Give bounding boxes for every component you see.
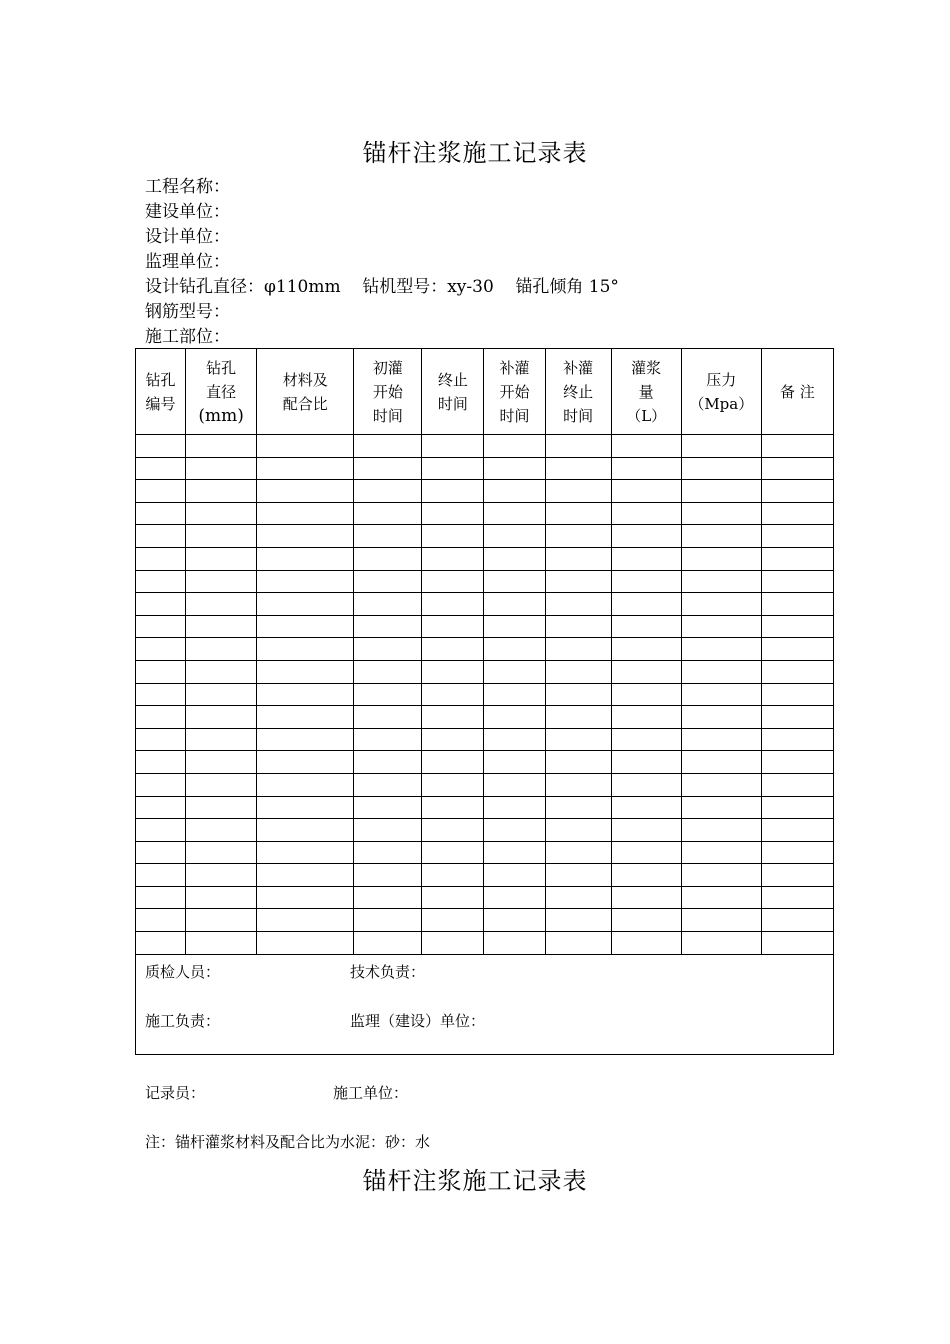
table-cell[interactable] (422, 841, 484, 864)
table-cell[interactable] (761, 593, 833, 616)
table-cell[interactable] (611, 841, 681, 864)
table-cell[interactable] (422, 751, 484, 774)
table-cell[interactable] (611, 909, 681, 932)
page-title-repeat: 锚杆注浆施工记录表 (362, 1167, 588, 1195)
table-cell[interactable] (761, 773, 833, 796)
table-cell[interactable] (136, 728, 186, 751)
table-cell[interactable] (545, 638, 611, 661)
table-cell[interactable] (354, 683, 422, 706)
table-cell[interactable] (611, 683, 681, 706)
table-cell[interactable] (354, 841, 422, 864)
table-cell[interactable] (681, 751, 761, 774)
material-ratio-note: 注：锚杆灌浆材料及配合比为水泥：砂：水 (145, 1133, 431, 1151)
table-cell[interactable] (354, 909, 422, 932)
table-cell[interactable] (422, 593, 484, 616)
info-supervision-unit: 监理单位： (145, 252, 230, 272)
table-cell[interactable] (681, 728, 761, 751)
table-cell[interactable] (545, 502, 611, 525)
table-cell[interactable] (354, 796, 422, 819)
table-cell[interactable] (761, 435, 833, 458)
table-cell[interactable] (257, 480, 354, 503)
table-cell[interactable] (186, 457, 257, 480)
table-cell[interactable] (186, 706, 257, 729)
table-cell[interactable] (484, 570, 545, 593)
table-cell[interactable] (761, 615, 833, 638)
info-drill-spec: 设计钻孔直径：φ110mm 钻机型号：xy-30 锚孔倾角 15° (145, 277, 619, 297)
table-cell[interactable] (136, 864, 186, 887)
table-cell[interactable] (136, 773, 186, 796)
table-row (136, 435, 834, 458)
table-cell[interactable] (545, 615, 611, 638)
table-row (136, 706, 834, 729)
table-cell[interactable] (681, 773, 761, 796)
table-cell[interactable] (136, 886, 186, 909)
table-cell[interactable] (681, 593, 761, 616)
signature-row (136, 954, 834, 1054)
table-cell[interactable] (545, 773, 611, 796)
table-cell[interactable] (611, 796, 681, 819)
table-cell[interactable] (681, 886, 761, 909)
table-cell[interactable] (611, 886, 681, 909)
table-cell[interactable] (681, 932, 761, 955)
table-cell[interactable] (186, 638, 257, 661)
table-cell[interactable] (136, 570, 186, 593)
table-cell[interactable] (257, 706, 354, 729)
table-cell[interactable] (761, 728, 833, 751)
table-cell[interactable] (484, 773, 545, 796)
table-cell[interactable] (681, 435, 761, 458)
table-row (136, 638, 834, 661)
table-cell[interactable] (354, 615, 422, 638)
table-cell[interactable] (611, 864, 681, 887)
table-cell[interactable] (681, 457, 761, 480)
table-cell[interactable] (354, 570, 422, 593)
table-cell[interactable] (186, 841, 257, 864)
table-cell[interactable] (761, 660, 833, 683)
table-cell[interactable] (422, 683, 484, 706)
table-cell[interactable] (422, 457, 484, 480)
table-cell[interactable] (186, 502, 257, 525)
table-cell[interactable] (354, 457, 422, 480)
table-cell[interactable] (484, 615, 545, 638)
table-cell[interactable] (761, 547, 833, 570)
table-cell[interactable] (545, 886, 611, 909)
header-material-ratio: 材料及 配合比 (257, 349, 354, 435)
table-row (136, 728, 834, 751)
table-cell[interactable] (681, 502, 761, 525)
table-row (136, 502, 834, 525)
table-cell[interactable] (257, 909, 354, 932)
table-cell[interactable] (761, 525, 833, 548)
table-cell[interactable] (681, 864, 761, 887)
table-cell[interactable] (761, 457, 833, 480)
table-cell[interactable] (611, 932, 681, 955)
table-cell[interactable] (136, 796, 186, 819)
table-cell[interactable] (257, 435, 354, 458)
table-cell[interactable] (761, 480, 833, 503)
info-owner-unit: 建设单位： (145, 202, 230, 222)
table-cell[interactable] (611, 570, 681, 593)
table-cell[interactable] (761, 502, 833, 525)
table-header-row (136, 349, 834, 435)
table-cell[interactable] (484, 706, 545, 729)
table-cell[interactable] (761, 683, 833, 706)
table-cell[interactable] (611, 502, 681, 525)
table-cell[interactable] (136, 660, 186, 683)
table-cell[interactable] (611, 706, 681, 729)
table-cell[interactable] (611, 773, 681, 796)
table-cell[interactable] (354, 932, 422, 955)
table-cell[interactable] (545, 909, 611, 932)
table-cell[interactable] (186, 819, 257, 842)
table-cell[interactable] (545, 751, 611, 774)
header-grout-volume: 灌浆 量 （L） (611, 349, 681, 435)
table-cell[interactable] (545, 841, 611, 864)
table-cell[interactable] (186, 547, 257, 570)
table-cell[interactable] (136, 593, 186, 616)
table-cell[interactable] (545, 480, 611, 503)
page-title: 锚杆注浆施工记录表 (362, 139, 588, 167)
table-cell[interactable] (681, 841, 761, 864)
table-cell[interactable] (761, 638, 833, 661)
table-row (136, 796, 834, 819)
table-cell[interactable] (761, 841, 833, 864)
table-cell[interactable] (545, 525, 611, 548)
header-hole-no: 钻孔 编号 (136, 349, 186, 435)
table-cell[interactable] (484, 864, 545, 887)
table-row (136, 525, 834, 548)
table-cell[interactable] (257, 819, 354, 842)
table-cell[interactable] (611, 819, 681, 842)
table-cell[interactable] (354, 751, 422, 774)
table-cell[interactable] (186, 660, 257, 683)
table-cell[interactable] (761, 751, 833, 774)
table-cell[interactable] (611, 480, 681, 503)
table-cell[interactable] (136, 435, 186, 458)
table-row (136, 932, 834, 955)
table-cell[interactable] (136, 457, 186, 480)
table-cell[interactable] (257, 886, 354, 909)
table-cell[interactable] (136, 615, 186, 638)
table-cell[interactable] (257, 841, 354, 864)
table-cell[interactable] (186, 751, 257, 774)
table-row (136, 660, 834, 683)
table-cell[interactable] (611, 547, 681, 570)
header-regrout-start-time: 补灌 开始 时间 (484, 349, 545, 435)
table-cell[interactable] (136, 683, 186, 706)
info-construction-part: 施工部位： (145, 327, 230, 347)
table-cell[interactable] (611, 525, 681, 548)
table-cell[interactable] (354, 525, 422, 548)
table-cell[interactable] (136, 706, 186, 729)
table-cell[interactable] (484, 638, 545, 661)
table-row (136, 751, 834, 774)
table-cell[interactable] (484, 909, 545, 932)
table-cell[interactable] (545, 796, 611, 819)
table-cell[interactable] (422, 886, 484, 909)
table-cell[interactable] (681, 547, 761, 570)
table-cell[interactable] (484, 502, 545, 525)
table-cell[interactable] (761, 932, 833, 955)
construction-unit-label: 施工单位： (333, 1084, 409, 1102)
table-cell[interactable] (545, 660, 611, 683)
table-cell[interactable] (136, 909, 186, 932)
table-cell[interactable] (681, 683, 761, 706)
table-cell[interactable] (257, 728, 354, 751)
table-cell[interactable] (354, 864, 422, 887)
table-cell[interactable] (186, 480, 257, 503)
technical-lead-label: 技术负责： (350, 962, 426, 981)
table-cell[interactable] (136, 480, 186, 503)
table-cell[interactable] (136, 502, 186, 525)
table-cell[interactable] (136, 819, 186, 842)
info-design-unit: 设计单位： (145, 227, 230, 247)
table-cell[interactable] (136, 525, 186, 548)
table-cell[interactable] (422, 615, 484, 638)
project-info (145, 175, 619, 350)
table-cell[interactable] (681, 660, 761, 683)
table-cell[interactable] (354, 773, 422, 796)
signature-cell (136, 954, 834, 1054)
table-cell[interactable] (257, 796, 354, 819)
table-cell[interactable] (484, 819, 545, 842)
table-cell[interactable] (761, 796, 833, 819)
table-cell[interactable] (186, 593, 257, 616)
table-cell[interactable] (611, 615, 681, 638)
table-cell[interactable] (136, 841, 186, 864)
table-cell[interactable] (186, 864, 257, 887)
table-cell[interactable] (422, 525, 484, 548)
table-cell[interactable] (354, 886, 422, 909)
table-cell[interactable] (422, 660, 484, 683)
table-cell[interactable] (257, 751, 354, 774)
table-cell[interactable] (257, 932, 354, 955)
table-cell[interactable] (354, 638, 422, 661)
table-cell[interactable] (422, 909, 484, 932)
table-cell[interactable] (354, 728, 422, 751)
table-cell[interactable] (186, 773, 257, 796)
table-cell[interactable] (484, 932, 545, 955)
table-cell[interactable] (257, 525, 354, 548)
table-cell[interactable] (545, 683, 611, 706)
table-cell[interactable] (257, 638, 354, 661)
header-initial-start-time: 初灌 开始 时间 (354, 349, 422, 435)
table-row (136, 886, 834, 909)
table-cell[interactable] (422, 773, 484, 796)
table-cell[interactable] (186, 932, 257, 955)
info-rebar-type: 钢筋型号： (145, 302, 230, 322)
table-cell[interactable] (186, 796, 257, 819)
table-cell[interactable] (545, 593, 611, 616)
table-cell[interactable] (681, 909, 761, 932)
table-cell[interactable] (484, 525, 545, 548)
table-cell[interactable] (761, 909, 833, 932)
table-cell[interactable] (422, 706, 484, 729)
table-cell[interactable] (545, 435, 611, 458)
table-row (136, 547, 834, 570)
qc-inspector-label: 质检人员： (145, 962, 221, 981)
table-cell[interactable] (354, 706, 422, 729)
table-cell[interactable] (761, 864, 833, 887)
table-cell[interactable] (545, 819, 611, 842)
table-cell[interactable] (611, 660, 681, 683)
table-cell[interactable] (257, 547, 354, 570)
table-cell[interactable] (422, 932, 484, 955)
header-remarks: 备 注 (761, 349, 833, 435)
table-row (136, 841, 834, 864)
table-cell[interactable] (354, 547, 422, 570)
table-cell[interactable] (354, 593, 422, 616)
construction-lead-label: 施工负责： (145, 1011, 221, 1030)
table-cell[interactable] (611, 728, 681, 751)
table-cell[interactable] (257, 570, 354, 593)
table-cell[interactable] (545, 864, 611, 887)
table-cell[interactable] (484, 751, 545, 774)
table-cell[interactable] (257, 864, 354, 887)
table-cell[interactable] (257, 683, 354, 706)
table-cell[interactable] (186, 525, 257, 548)
table-row (136, 819, 834, 842)
table-cell[interactable] (681, 525, 761, 548)
table-row (136, 683, 834, 706)
table-cell[interactable] (611, 435, 681, 458)
table-cell[interactable] (136, 638, 186, 661)
table-row (136, 480, 834, 503)
table-cell[interactable] (545, 728, 611, 751)
table-cell[interactable] (484, 435, 545, 458)
table-row (136, 457, 834, 480)
table-cell[interactable] (136, 751, 186, 774)
table-cell[interactable] (611, 751, 681, 774)
table-cell[interactable] (422, 435, 484, 458)
table-cell[interactable] (186, 435, 257, 458)
table-cell[interactable] (422, 796, 484, 819)
table-cell[interactable] (484, 728, 545, 751)
info-project-name: 工程名称： (145, 177, 230, 197)
header-pressure: 压力 （Mpa） (681, 349, 761, 435)
table-cell[interactable] (257, 773, 354, 796)
table-cell[interactable] (186, 909, 257, 932)
table-cell[interactable] (761, 886, 833, 909)
table-row (136, 593, 834, 616)
table-cell[interactable] (422, 638, 484, 661)
table-cell[interactable] (611, 457, 681, 480)
table-row (136, 909, 834, 932)
table-cell[interactable] (761, 706, 833, 729)
table-cell[interactable] (186, 728, 257, 751)
table-cell[interactable] (484, 796, 545, 819)
grouting-record-table (135, 348, 834, 1055)
table-cell[interactable] (484, 660, 545, 683)
table-cell[interactable] (257, 593, 354, 616)
table-row (136, 773, 834, 796)
table-cell[interactable] (545, 457, 611, 480)
table-cell[interactable] (422, 864, 484, 887)
table-cell[interactable] (545, 932, 611, 955)
table-cell[interactable] (186, 683, 257, 706)
table-row (136, 864, 834, 887)
table-cell[interactable] (681, 706, 761, 729)
table-cell[interactable] (257, 457, 354, 480)
header-end-time: 终止 时间 (422, 349, 484, 435)
table-cell[interactable] (136, 932, 186, 955)
table-cell[interactable] (354, 480, 422, 503)
table-cell[interactable] (681, 796, 761, 819)
table-cell[interactable] (257, 660, 354, 683)
table-cell[interactable] (545, 706, 611, 729)
table-cell[interactable] (186, 886, 257, 909)
table-cell[interactable] (545, 547, 611, 570)
table-cell[interactable] (761, 570, 833, 593)
table-cell[interactable] (422, 480, 484, 503)
table-row (136, 570, 834, 593)
table-cell[interactable] (484, 683, 545, 706)
table-cell[interactable] (545, 570, 611, 593)
recorder-label: 记录员： (145, 1084, 206, 1102)
table-cell[interactable] (257, 615, 354, 638)
table-cell[interactable] (611, 638, 681, 661)
table-cell[interactable] (681, 480, 761, 503)
table-cell[interactable] (681, 615, 761, 638)
table-cell[interactable] (484, 886, 545, 909)
table-cell[interactable] (354, 502, 422, 525)
supervision-unit-label: 监理（建设）单位： (350, 1011, 486, 1030)
table-cell[interactable] (422, 819, 484, 842)
table-cell[interactable] (611, 593, 681, 616)
table-cell[interactable] (354, 819, 422, 842)
table-cell[interactable] (136, 547, 186, 570)
table-cell[interactable] (422, 570, 484, 593)
table-cell[interactable] (422, 502, 484, 525)
table-cell[interactable] (484, 457, 545, 480)
table-cell[interactable] (681, 819, 761, 842)
table-cell[interactable] (186, 615, 257, 638)
table-cell[interactable] (681, 638, 761, 661)
table-cell[interactable] (681, 570, 761, 593)
header-regrout-end-time: 补灌 终止 时间 (545, 349, 611, 435)
table-cell[interactable] (761, 819, 833, 842)
table-cell[interactable] (484, 547, 545, 570)
table-cell[interactable] (422, 547, 484, 570)
table-cell[interactable] (354, 435, 422, 458)
header-hole-diameter: 钻孔 直径 (mm) (186, 349, 257, 435)
table-cell[interactable] (422, 728, 484, 751)
table-cell[interactable] (257, 502, 354, 525)
table-cell[interactable] (484, 841, 545, 864)
table-cell[interactable] (354, 660, 422, 683)
table-cell[interactable] (186, 570, 257, 593)
table-cell[interactable] (484, 593, 545, 616)
table-row (136, 615, 834, 638)
table-cell[interactable] (484, 480, 545, 503)
